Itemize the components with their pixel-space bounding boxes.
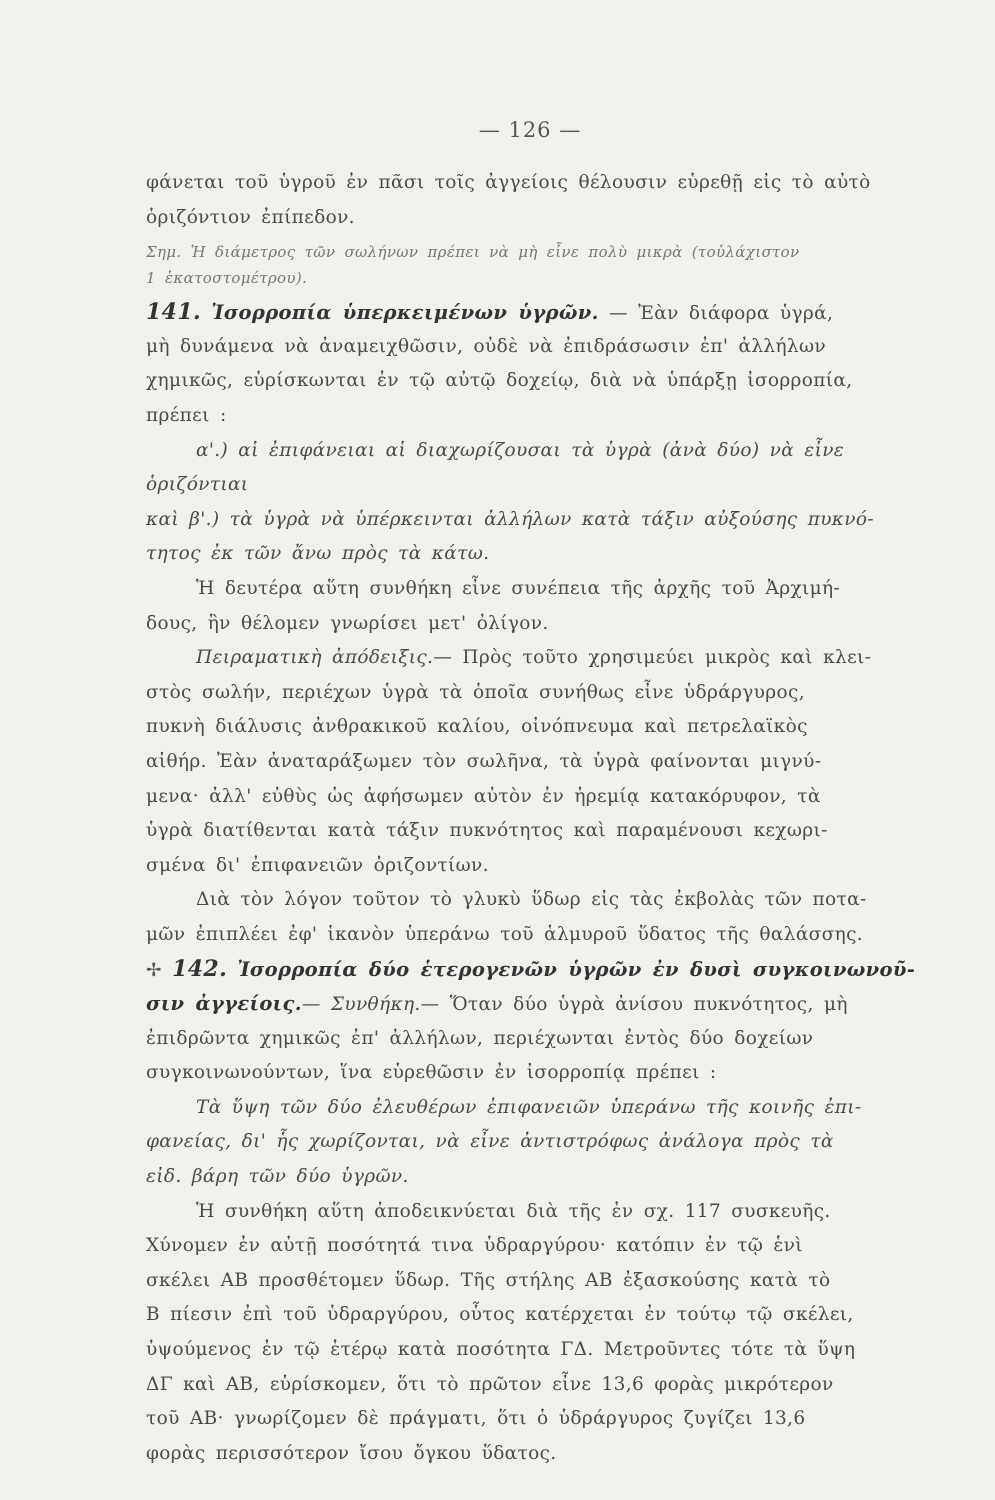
text-line: ἐπιδρῶντα χημικῶς ἐπ' ἀλλήλων, περιέχωνται ἐντὸς δύο δοχείων	[146, 1027, 814, 1049]
text-line: χημικῶς, εὑρίσκωνται ἐν τῷ αὐτῷ δοχείῳ, διὰ νὰ ὑπάρξῃ ἰσορροπία,	[146, 370, 853, 392]
section-number: 142.	[172, 956, 228, 983]
text-line: φάνεται τοῦ ὑγροῦ ἐν πᾶσι τοῖς ἀγγείοις θέλουσιν εὑρεθῇ εἰς τὸ αὐτὸ	[146, 172, 871, 193]
text-line: σκέλει ΑΒ προσθέτομεν ὕδωρ. Τῆς στήλης ΑΒ ἐξασκούσης κατὰ τὸ	[146, 1269, 831, 1291]
section-number: 141.	[146, 299, 201, 326]
text-line: ΔΓ καὶ ΑΒ, εὑρίσκομεν, ὅτι τὸ πρῶτον εἶνε 13,6 φορὰς μικρότερον	[146, 1373, 834, 1395]
rule-line: Τὰ ὕψη τῶν δύο ἐλευθέρων ἐπιφανειῶν ὑπεράνω τῆς κοινῆς ἐπι-	[196, 1096, 862, 1118]
section-141-heading-line	[146, 295, 928, 330]
text-line: μὴ δυνάμενα νὰ ἀναμειχθῶσιν, οὐδὲ νὰ ἐπιδράσωσιν ἐπ' ἀλλήλων	[146, 335, 827, 357]
section-title: Ἰσορροπία δύο ἑτερογενῶν ὑγρῶν ἐν δυσὶ συγκοινωνοῦ-	[237, 958, 916, 982]
text-run: — Ἐὰν διάφορα ὑγρά,	[598, 303, 834, 325]
section-142-heading-line	[146, 952, 928, 987]
page-number: — 126 —	[478, 118, 582, 142]
rule-line: φανείας, δι' ἧς χωρίζονται, νὰ εἶνε ἀντιστρόφως ἀνάλογα πρὸς τὰ	[146, 1131, 834, 1153]
text-line: στὸς σωλήν, περιέχων ὑγρὰ τὰ ὁποῖα συνήθως εἶνε ὑδράργυρος,	[146, 681, 805, 703]
text-line: Ἡ δευτέρα αὕτη συνθήκη εἶνε συνέπεια τῆς ἀρχῆς τοῦ Ἀρχιμή-	[196, 577, 841, 599]
condition-line: τητος ἐκ τῶν ἄνω πρὸς τὰ κάτω.	[146, 543, 490, 565]
body-text	[146, 166, 928, 1471]
experiment-line	[146, 641, 928, 676]
condition-line: α'.) αἱ ἐπιφάνειαι αἱ διαχωρίζουσαι τὰ ὑγρὰ (ἀνὰ δύο) νὰ εἶνε	[196, 439, 845, 461]
footnote-line: Σημ. Ἡ διάμετρος τῶν σωλήνων πρέπει νὰ μὴ εἶνε πολὺ μικρὰ (τοὐλάχιστον	[146, 243, 800, 262]
text-line: τοῦ ΑΒ· γνωρίζομεν δὲ πράγματι, ὅτι ὁ ὑδράργυρος ζυγίζει 13,6	[146, 1408, 806, 1430]
section-title: Ἰσορροπία ὑπερκειμένων ὑγρῶν.	[211, 301, 599, 325]
section-142-heading-continuation	[146, 987, 928, 1022]
experiment-label: Πειραματικὴ ἀπόδειξις.	[196, 647, 434, 669]
text-run: — Ὅταν δύο ὑγρὰ ἀνίσου πυκνότητος, μὴ	[420, 994, 848, 1016]
text-line: πρέπει :	[146, 404, 227, 426]
text-line: πυκνὴ διάλυσις ἀνθρακικοῦ καλίου, οἰνόπνευμα καὶ πετρελαϊκὸς	[146, 716, 808, 738]
text-line: δους, ἣν θέλομεν γνωρίσει μετ' ὀλίγον.	[146, 612, 549, 634]
text-line: ὑψούμενος ἐν τῷ ἑτέρῳ κατὰ ποσότητα ΓΔ. Μετροῦντες τότε τὰ ὕψη	[146, 1339, 856, 1360]
condition-line: ὁριζόντιαι	[146, 474, 249, 496]
text-line: Β πίεσιν ἐπὶ τοῦ ὑδραργύρου, οὗτος κατέρχεται ἐν τούτῳ τῷ σκέλει,	[146, 1304, 854, 1326]
text-line: μῶν ἐπιπλέει ἐφ' ἱκανὸν ὑπεράνω τοῦ ἁλμυροῦ ὕδατος τῆς θαλάσσης.	[146, 923, 864, 945]
text-line: φορὰς περισσότερον ἴσου ὄγκου ὕδατος.	[146, 1442, 557, 1464]
margin-mark: ✢	[146, 960, 162, 982]
condition-label: — Συνθήκη.	[301, 994, 421, 1016]
text-line: μενα· ἀλλ' εὐθὺς ὡς ἀφήσωμεν αὐτὸν ἐν ἠρεμίᾳ κατακόρυφον, τὰ	[146, 785, 821, 807]
section-title-cont: σιν ἀγγείοις.	[146, 992, 302, 1016]
text-line: Ἡ συνθήκη αὕτη ἀποδεικνύεται διὰ τῆς ἐν σχ. 117 συσκευῆς.	[196, 1200, 831, 1222]
text-line: αἰθήρ. Ἐὰν ἀναταράξωμεν τὸν σωλῆνα, τὰ ὑγρὰ φαίνονται μιγνύ-	[146, 750, 822, 772]
footnote-line: 1 ἑκατοστομέτρου).	[146, 269, 308, 288]
text-line: Χύνομεν ἐν αὐτῇ ποσότητά τινα ὑδραργύρου· κατόπιν ἐν τῷ ἑνὶ	[146, 1235, 803, 1257]
rule-line: εἰδ. βάρη τῶν δύο ὑγρῶν.	[146, 1166, 409, 1188]
text-line: ὑγρὰ διατίθενται κατὰ τάξιν πυκνότητος καὶ παραμένουσι κεχωρι-	[146, 820, 828, 842]
condition-line: καὶ β'.) τὰ ὑγρὰ νὰ ὑπέρκεινται ἀλλήλων κατὰ τάξιν αὐξούσης πυκνό-	[146, 508, 874, 530]
text-line: Διὰ τὸν λόγον τοῦτον τὸ γλυκὺ ὕδωρ εἰς τὰς ἐκβολὰς τῶν ποτα-	[196, 889, 867, 911]
text-run: — Πρὸς τοῦτο χρησιμεύει μικρὸς καὶ κλει-	[433, 647, 872, 669]
text-line: σμένα δι' ἐπιφανειῶν ὁριζοντίων.	[146, 854, 489, 876]
text-line: συγκοινωνούντων, ἵνα εὑρεθῶσιν ἐν ἰσορροπίᾳ πρέπει :	[146, 1062, 717, 1084]
text-line: ὁριζόντιον ἐπίπεδον.	[146, 206, 355, 228]
